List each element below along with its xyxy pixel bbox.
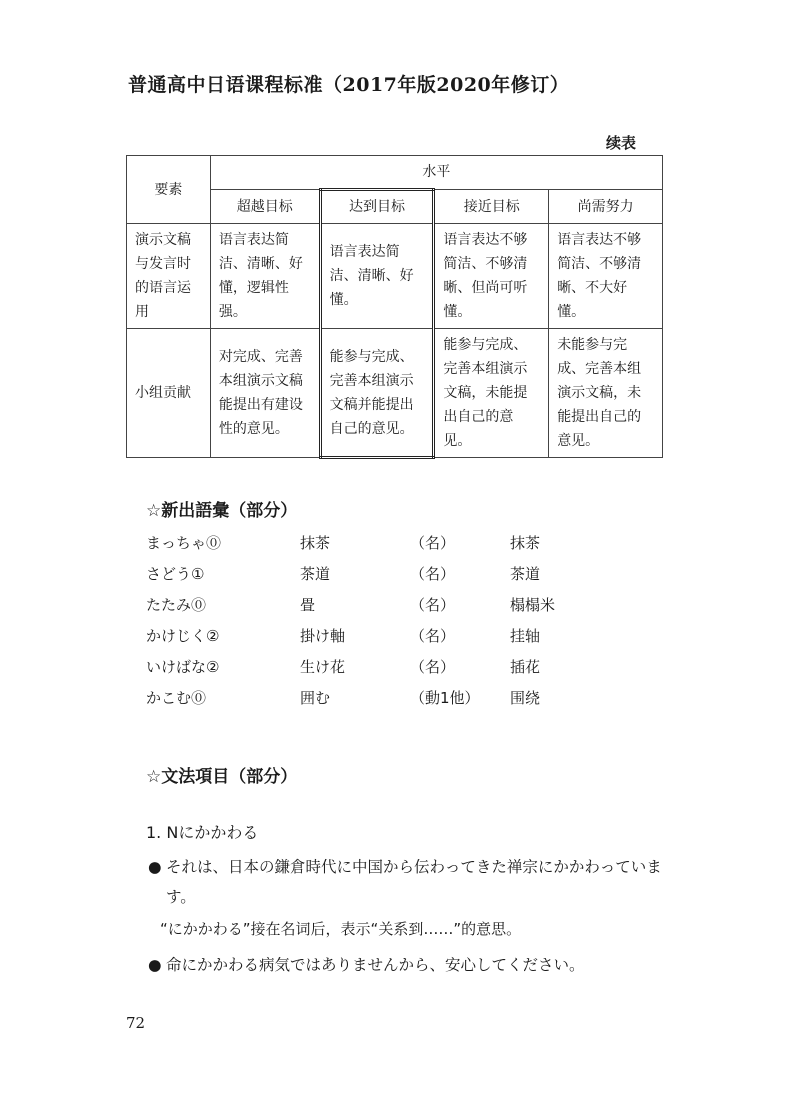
table-cell: 能参与完成、完善本组演示文稿，未能提出自己的意见。 — [434, 329, 549, 458]
list-item — [146, 625, 666, 656]
vocab-list — [146, 532, 666, 718]
vocab-word: 囲む — [300, 689, 331, 707]
table-cell: 语言表达简洁、清晰、好懂。 — [320, 224, 434, 329]
vocab-meaning: 茶道 — [510, 565, 541, 583]
list-item — [146, 594, 666, 625]
table-cell: 语言表达不够简洁、不够清晰、但尚可听懂。 — [434, 224, 549, 329]
level-approach: 接近目标 — [434, 190, 549, 224]
vocab-reading: いけばな② — [146, 658, 220, 676]
table-caption: 续表 — [606, 134, 637, 152]
level-header: 水平 — [210, 156, 662, 190]
list-item — [146, 563, 666, 594]
evaluation-table — [126, 155, 663, 459]
level-exceed: 超越目标 — [210, 190, 320, 224]
row-element: 小组贡献 — [127, 329, 211, 458]
vocab-meaning: 围绕 — [510, 689, 541, 707]
table-cell: 能参与完成、完善本组演示文稿并能提出自己的意见。 — [320, 329, 434, 458]
vocab-meaning: 挂轴 — [510, 627, 541, 645]
grammar-note: “にかかわる”接在名词后，表示“关系到……”的意思。 — [160, 920, 522, 938]
vocab-word: 茶道 — [300, 565, 331, 583]
table-cell: 未能参与完成、完善本组演示文稿，未能提出自己的意见。 — [549, 329, 663, 458]
row-element: 演示文稿与发言时的语言运用 — [127, 224, 211, 329]
vocab-heading: ☆新出語彙（部分） — [146, 501, 298, 521]
page-title: 普通高中日语课程标准（2017年版2020年修订） — [128, 74, 570, 96]
vocab-reading: まっちゃ⓪ — [146, 534, 222, 552]
vocab-pos: （名） — [410, 627, 456, 645]
vocab-meaning: 榻榻米 — [510, 596, 556, 614]
vocab-word: 生け花 — [300, 658, 346, 676]
example-text: 命にかかわる病気ではありませんから、安心してください。 — [166, 956, 585, 974]
bullet-icon: ● — [148, 956, 162, 974]
vocab-reading: たたみ⓪ — [146, 596, 207, 614]
grammar-item-title: 1. Nにかかわる — [146, 823, 259, 842]
table-cell: 语言表达不够简洁、不够清晰、不大好懂。 — [549, 224, 663, 329]
vocab-reading: かけじく② — [146, 627, 220, 645]
level-meet: 达到目标 — [320, 190, 434, 224]
grammar-heading: ☆文法項目（部分） — [146, 767, 298, 787]
vocab-pos: （動1他） — [410, 689, 480, 707]
vocab-pos: （名） — [410, 596, 456, 614]
vocab-word: 掛け軸 — [300, 627, 346, 645]
page-number: 72 — [126, 1014, 146, 1032]
level-needs-effort: 尚需努力 — [549, 190, 663, 224]
vocab-reading: かこむ⓪ — [146, 689, 207, 707]
vocab-meaning: 抹茶 — [510, 534, 541, 552]
list-item — [146, 656, 666, 687]
vocab-pos: （名） — [410, 534, 456, 552]
table-cell: 对完成、完善本组演示文稿能提出有建设性的意见。 — [210, 329, 320, 458]
vocab-word: 畳 — [300, 596, 316, 614]
vocab-word: 抹茶 — [300, 534, 331, 552]
list-item — [146, 532, 666, 563]
bullet-icon: ● — [148, 858, 162, 876]
vocab-meaning: 插花 — [510, 658, 541, 676]
example-sentence — [148, 950, 668, 980]
list-item — [146, 687, 666, 718]
vocab-pos: （名） — [410, 658, 456, 676]
vocab-reading: さどう① — [146, 565, 205, 583]
vocab-pos: （名） — [410, 565, 456, 583]
example-sentence — [148, 852, 668, 912]
table-cell: 语言表达简洁、清晰、好懂，逻辑性强。 — [210, 224, 320, 329]
element-header: 要素 — [127, 156, 211, 224]
example-text: それは、日本の鎌倉時代に中国から伝わってきた禅宗にかかわっています。 — [166, 858, 662, 906]
